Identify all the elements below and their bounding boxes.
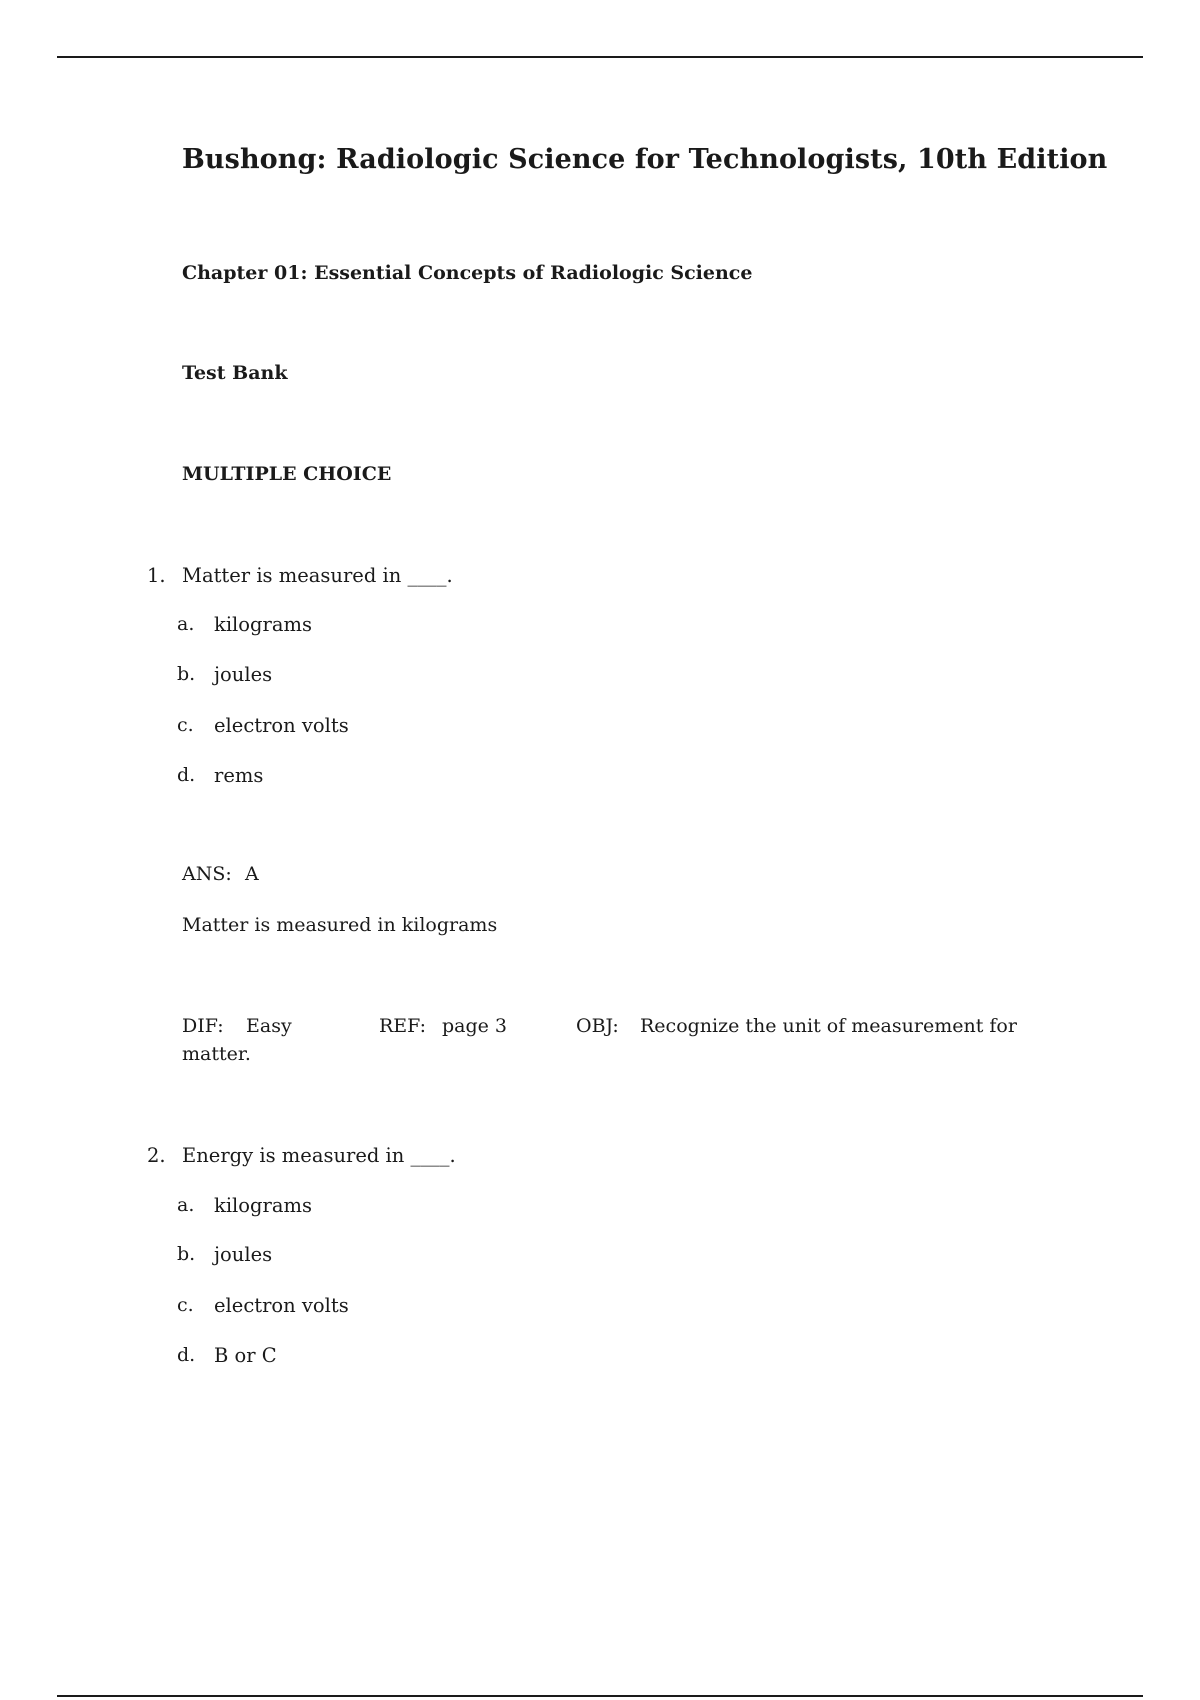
option-letter: a. [177,1194,195,1216]
option-text: kilograms [214,1194,312,1217]
answer-value: A [245,863,259,885]
option-text: joules [214,663,273,686]
option-text: joules [214,1243,273,1266]
option-letter: b. [177,663,196,685]
obj-label: OBJ: [576,1015,619,1037]
option-text: electron volts [214,714,349,737]
option-text: B or C [214,1344,277,1367]
option-text: kilograms [214,613,312,636]
chapter-heading: Chapter 01: Essential Concepts of Radiologic Science [182,262,753,284]
option-letter: c. [177,714,194,736]
option-letter: d. [177,764,196,786]
option-letter: b. [177,1243,196,1265]
section-heading: MULTIPLE CHOICE [182,463,392,485]
top-rule [57,56,1143,58]
question-number: 2. [147,1144,166,1167]
book-title: Bushong: Radiologic Science for Technologists, 10th Edition [182,144,1108,175]
option-text: electron volts [214,1294,349,1317]
option-letter: d. [177,1344,196,1366]
option-text: rems [214,764,264,787]
dif-label: DIF: [182,1015,224,1037]
bottom-rule [57,1695,1143,1697]
option-letter: c. [177,1294,194,1316]
test-bank-heading: Test Bank [182,362,288,384]
answer-rationale: Matter is measured in kilograms [182,914,498,936]
obj-value: Recognize the unit of measurement for [640,1015,1017,1037]
answer-label: ANS: [182,863,232,885]
ref-label: REF: [379,1015,427,1037]
question-number: 1. [147,564,166,587]
question-text: Energy is measured in ____. [182,1144,456,1167]
obj-value-continued: matter. [182,1043,251,1065]
ref-value: page 3 [442,1015,508,1037]
question-text: Matter is measured in ____. [182,564,453,587]
option-letter: a. [177,613,195,635]
dif-value: Easy [246,1015,292,1037]
